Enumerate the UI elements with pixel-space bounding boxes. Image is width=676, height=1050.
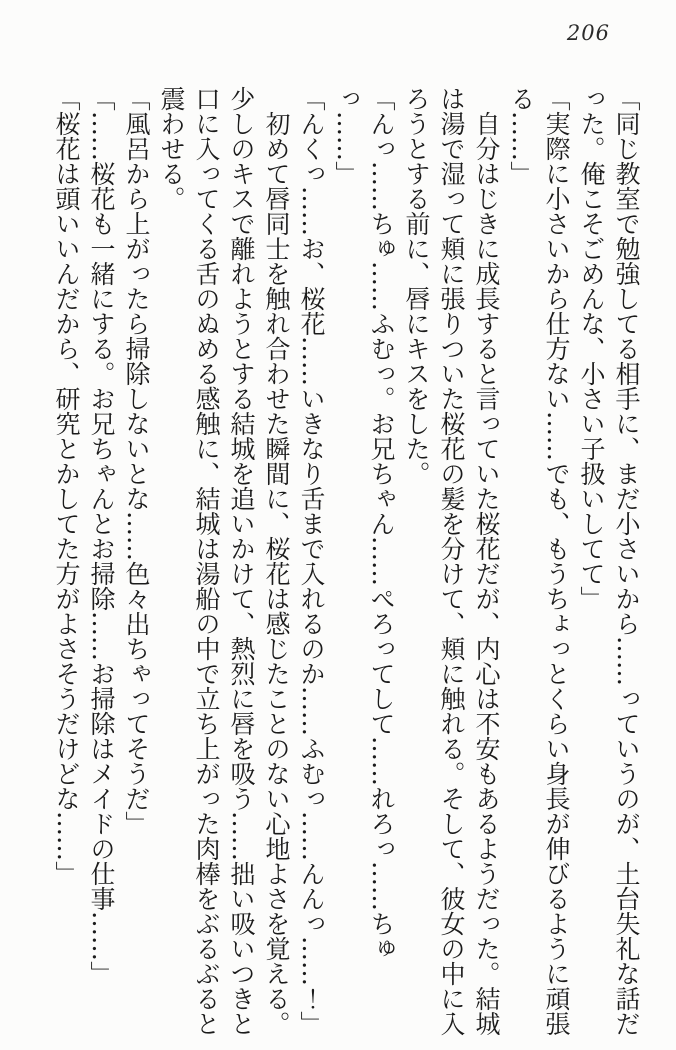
page-number: 206 [566, 21, 610, 45]
paragraph: 「んくっ……お、桜花……いきなり舌まで入れるのか……ふむっ……んんっ……！」 [297, 86, 326, 1036]
page-text-block [49, 86, 644, 1038]
paragraph: 「んっ……ちゅ……ふむっ。お兄ちゃん……ぺろってして……れろっ……ちゅっ……」 [332, 86, 396, 961]
paragraph: 「……桜花も一緒にする。お兄ちゃんとお掃除……お掃除はメイドの仕事……」 [87, 86, 116, 986]
paragraph: 初めて唇同士を触れ合わせた瞬間に、桜花は感じたことのない心地よさを覚える。少しのキスで離れようとする結城を追いかけて、熱烈に唇を吸う……拙い吸いつきと口に入ってくる舌のぬめる感触に、結城は湯船の中で立ち上がった肉棒をぶるぶると震わせる。 [157, 86, 291, 1036]
paragraph: 「桜花は頭いいんだから、研究とかしてた方がよさそうだけどな……」 [52, 86, 81, 886]
paragraph: 「実際に小さいから仕方ない……でも、もうちょっとくらい身長が伸びるように頑張る……」 [507, 86, 571, 1036]
paragraph: 「同じ教室で勉強してる相手に、まだ小さいから……っていうのが、土台失礼な話だった。俺こそごめんな、小さい子扱いしてて」 [577, 86, 641, 1036]
paragraph: 自分はじきに成長すると言っていた桜花だが、内心は不安もあるようだった。結城は湯で湿って頬に張りついた桜花の髪を分けて、頬に触れる。そして、彼女の中に入ろうとする前に、唇にキスをした。 [402, 86, 501, 1036]
paragraph: 「風呂から上がったら掃除しないとな……色々出ちゃってそうだ」 [122, 86, 151, 836]
